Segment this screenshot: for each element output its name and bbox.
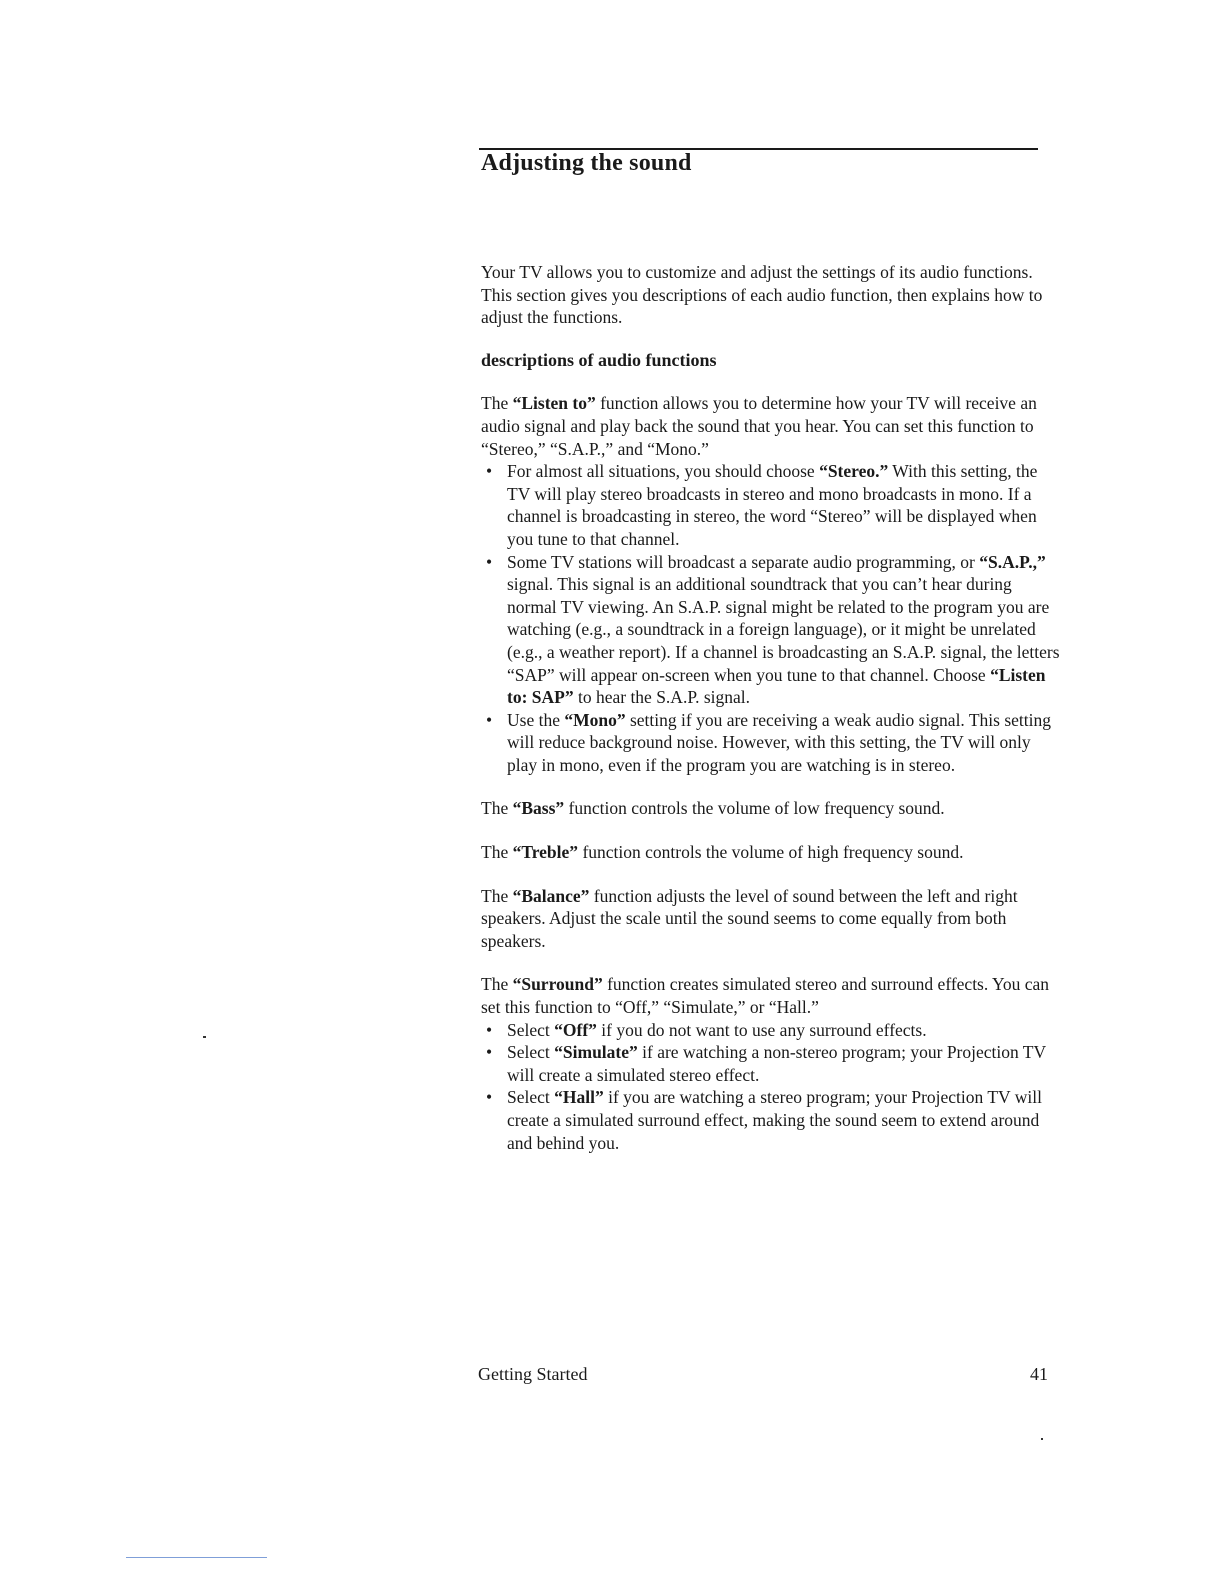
section-subheading: descriptions of audio functions <box>481 349 717 370</box>
listen-to-options-list <box>481 460 1061 776</box>
page-number: 41 <box>1030 1364 1048 1384</box>
intro-paragraph: Your TV allows you to customize and adjust the settings of its audio functions. This section gives you descriptions of each audio function, then explains how to adjust the functions. <box>481 262 1043 328</box>
page-title: Adjusting the sound <box>481 150 692 176</box>
option-sap-label: “S.A.P.,” <box>979 551 1046 572</box>
treble-paragraph <box>481 841 1061 864</box>
list-item-text: Select <box>507 1019 555 1040</box>
option-stereo-label: “Stereo.” <box>819 461 889 482</box>
list-item-hall <box>481 1086 1061 1154</box>
list-item-sap <box>481 551 1061 709</box>
list-item-off <box>481 1019 1061 1042</box>
list-item-text: Some TV stations will broadcast a separate audio programming, or <box>507 551 980 572</box>
treble-pre: The <box>481 842 513 863</box>
balance-name: “Balance” <box>512 885 590 906</box>
scan-speck <box>1041 1438 1043 1440</box>
list-item-simulate <box>481 1041 1061 1086</box>
option-listen-to-sap-label: “Listen to: SAP” <box>507 664 1046 708</box>
treble-name: “Treble” <box>512 842 579 863</box>
scan-edge-line <box>126 1557 267 1558</box>
surround-options-list <box>481 1019 1061 1155</box>
footer-section-title: Getting Started <box>478 1364 588 1384</box>
option-hall-label: “Hall” <box>554 1087 604 1108</box>
bass-pre: The <box>481 798 513 819</box>
list-item-text: Select <box>507 1042 555 1063</box>
surround-text: function creates simulated stereo and surround effects. You can set this function to “Off,” “Simulate,” or “Hall.” <box>481 974 1050 1018</box>
bass-name: “Bass” <box>512 798 565 819</box>
surround-name: “Surround” <box>512 974 603 995</box>
listen-to-name: “Listen to” <box>512 393 596 414</box>
list-item-text: signal. This signal is an additional soundtrack that you can’t hear during normal TV viewing. An S.A.P. signal might be related to the program you are watching (e.g., a soundtrack in a foreign language), or it might be unrelated (e.g., a weather report). If a channel is broadcasting an S.A.P. signal, the letters “SAP” will appear on-screen when you tune to that channel. Choose <box>507 574 1060 685</box>
list-item-mono <box>481 709 1061 777</box>
list-item-text: Use the <box>507 709 565 730</box>
balance-paragraph <box>481 885 1061 953</box>
option-simulate-label: “Simulate” <box>554 1042 638 1063</box>
list-item-text: Select <box>507 1087 555 1108</box>
listen-to-text: function allows you to determine how your TV will receive an audio signal and play back the sound that you hear. You can set this function to “Stereo,” “S.A.P.,” and “Mono.” <box>481 393 1037 459</box>
scan-speck <box>203 1036 206 1038</box>
list-item-text: setting if you are receiving a weak audio signal. This setting will reduce background noise. However, with this setting, the TV will only play in mono, even if the program you are watching is in stereo. <box>507 709 1052 775</box>
listen-to-pre: The <box>481 393 513 414</box>
surround-paragraph <box>481 973 1061 1018</box>
option-off-label: “Off” <box>554 1019 597 1040</box>
balance-text: function adjusts the level of sound between the left and right speakers. Adjust the scale until the sound seems to come equally from both speakers. <box>481 885 1018 951</box>
balance-pre: The <box>481 885 513 906</box>
treble-text: function controls the volume of high frequency sound. <box>578 842 964 863</box>
bass-text: function controls the volume of low frequency sound. <box>564 798 945 819</box>
bass-paragraph <box>481 797 1061 820</box>
list-item-text: With this setting, the TV will play stereo broadcasts in stereo and mono broadcasts in mono. If a channel is broadcasting in stereo, the word “Stereo” will be displayed when you tune to that channel. <box>507 461 1038 549</box>
list-item-stereo <box>481 460 1061 550</box>
list-item-text: if you do not want to use any surround effects. <box>596 1019 927 1040</box>
listen-to-paragraph <box>481 392 1061 460</box>
surround-pre: The <box>481 974 513 995</box>
option-mono-label: “Mono” <box>564 709 626 730</box>
page-body <box>481 261 1061 1154</box>
list-item-text: if are watching a non-stereo program; your Projection TV will create a simulated stereo effect. <box>507 1042 1046 1085</box>
list-item-text: For almost all situations, you should choose <box>507 461 820 482</box>
list-item-text: if you are watching a stereo program; your Projection TV will create a simulated surround effect, making the sound seem to extend around and behind you. <box>507 1087 1042 1153</box>
list-item-text: to hear the S.A.P. signal. <box>573 687 751 708</box>
